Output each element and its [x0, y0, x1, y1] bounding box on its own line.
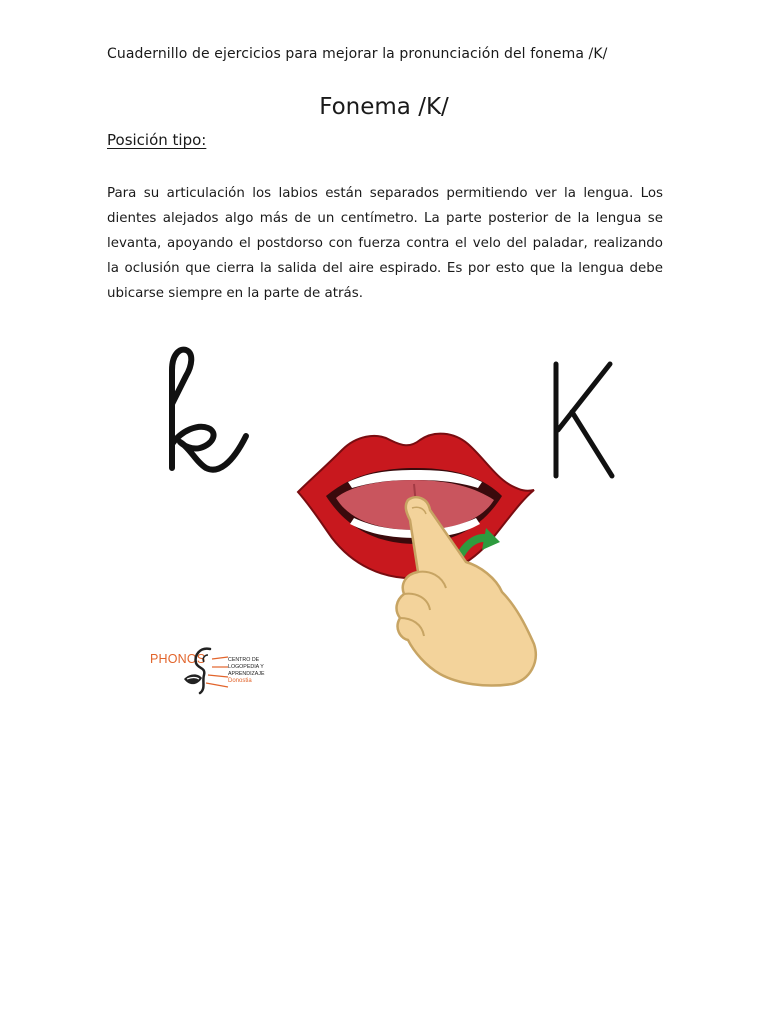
mouth-illustration-icon [290, 430, 545, 690]
running-header: Cuadernillo de ejercicios para mejorar la pronunciación del fonema /K/ [107, 46, 608, 62]
logo-name: PHONOS [150, 652, 206, 666]
phonos-logo [148, 645, 278, 697]
articulation-paragraph: Para su articulación los labios están separados permitiendo ver la lengua. Los dientes alejados algo más de un centímetro. La parte posterior de la lengua se levanta, apoyando el postdorso con fuerza contra el velo del paladar, realizando la oclusión que cierra la salida del aire espirado. Es por esto que la lengua debe ubicarse siempre en la parte de atrás. [107, 186, 663, 301]
ear-mouth-logo-icon [178, 645, 230, 697]
logo-tagline: CENTRO DE LOGOPEDIA Y APRENDIZAJE [228, 657, 265, 677]
section-heading: Posición tipo: [107, 131, 207, 149]
print-k-icon [548, 360, 618, 480]
cursive-k-icon [156, 340, 256, 480]
logo-city: Donostia [228, 678, 252, 684]
page-title: Fonema /K/ [319, 94, 449, 120]
